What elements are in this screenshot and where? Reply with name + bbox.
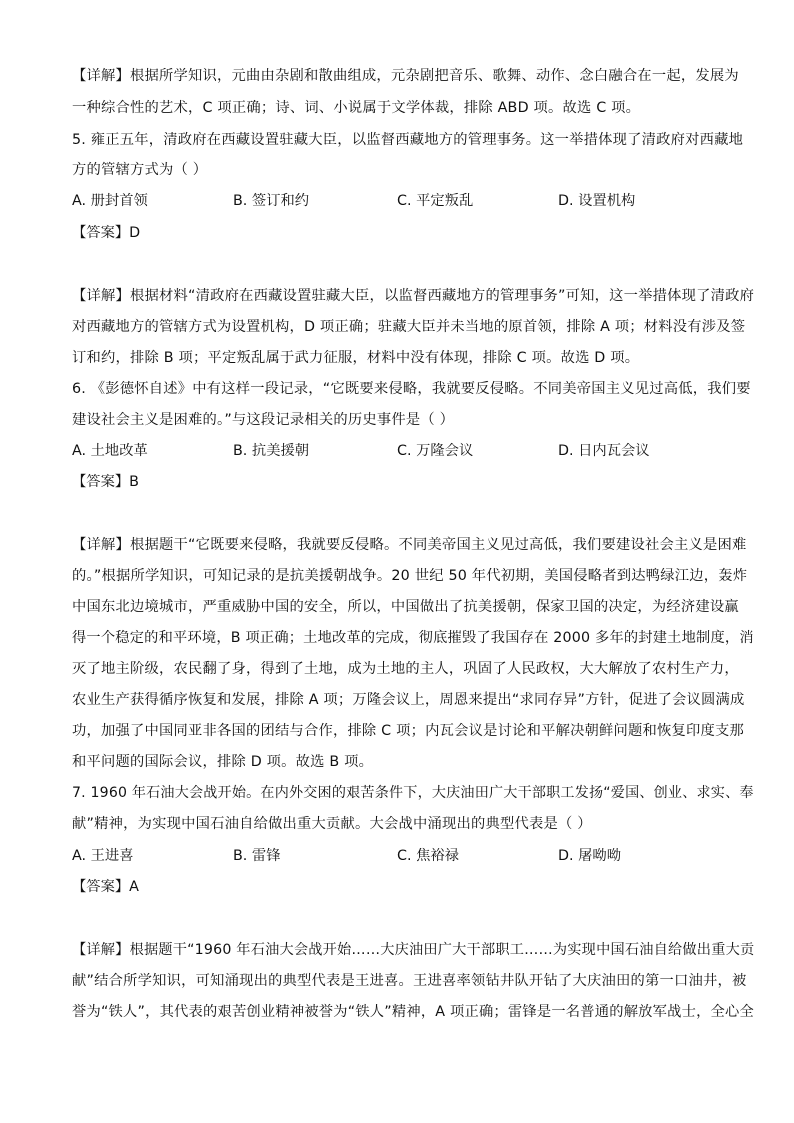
explanation-q6-line-8: 和平问题的国际会议，排除 D 项。故选 B 项。: [72, 754, 374, 770]
question-6-line-1: 6. 《彭德怀自述》中有这样一段记录，“它既要来侵略，我就要反侵略。不同美帝国主义见过高低，我们要: [72, 381, 751, 397]
q7-option-b: B. 雷锋: [233, 848, 281, 864]
q5-option-b: B. 签订和约: [233, 193, 310, 209]
answer-q7: 【答案】A: [72, 879, 139, 895]
q6-option-c: C. 万隆会议: [397, 443, 474, 459]
explanation-q5-line-1: 【详解】根据材料“清政府在西藏设置驻藏大臣，以监督西藏地方的管理事务”可知，这一举措体现了清政府: [72, 288, 755, 304]
q6-option-a: A. 土地改革: [72, 443, 148, 459]
q6-option-b: B. 抗美援朝: [233, 443, 310, 459]
question-5-line-1: 5. 雍正五年，清政府在西藏设置驻藏大臣，以监督西藏地方的管理事务。这一举措体现了清政府对西藏地: [72, 132, 744, 148]
answer-q6: 【答案】B: [72, 474, 139, 490]
q5-option-c: C. 平定叛乱: [397, 193, 474, 209]
explanation-q6-line-1: 【详解】根据题干“它既要来侵略，我就要反侵略。不同美帝国主义见过高低，我们要建设社会主义是困难: [72, 537, 747, 553]
q5-option-a: A. 册封首领: [72, 193, 148, 209]
q6-option-d: D. 日内瓦会议: [558, 443, 650, 459]
explanation-q6-line-3: 中国东北边境城市，严重威胁中国的安全，所以，中国做出了抗美援朝，保家卫国的决定，为经济建设赢: [72, 599, 739, 615]
explanation-q7-line-1: 【详解】根据题干“1960 年石油大会战开始……大庆油田广大干部职工……为实现中国石油自给做出重大贡: [72, 942, 755, 958]
explanation-q6-line-5: 灭了地主阶级，农民翻了身，得到了土地，成为土地的主人，巩固了人民政权，大大解放了农村生产力，: [72, 661, 739, 677]
q7-option-a: A. 王进喜: [72, 848, 134, 864]
explanation-q7-line-2: 献”结合所学知识，可知涌现出的典型代表是王进喜。王进喜率领钻井队开钻了大庆油田的第一口油井，被: [72, 973, 747, 989]
explanation-q4-line-1: 【详解】根据所学知识，元曲由杂剧和散曲组成，元杂剧把音乐、歌舞、动作、念白融合在一起，发展为: [72, 68, 739, 84]
question-7-line-1: 7. 1960 年石油大会战开始。在内外交困的艰苦条件下，大庆油田广大干部职工发扬“爱国、创业、求实、奉: [72, 785, 754, 801]
explanation-q5-line-3: 订和约，排除 B 项；平定叛乱属于武力征服，材料中没有体现，排除 C 项。故选 D 项。: [72, 350, 640, 366]
q7-option-d: D. 屠呦呦: [558, 848, 621, 864]
question-6-line-2: 建设社会主义是困难的。”与这段记录相关的历史事件是（ ）: [72, 412, 455, 428]
explanation-q5-line-2: 对西藏地方的管辖方式为设置机构，D 项正确；驻藏大臣并未当地的原首领，排除 A 项；材料没有涉及签: [72, 319, 746, 335]
q5-option-d: D. 设置机构: [558, 193, 636, 209]
explanation-q6-line-4: 得一个稳定的和平环境，B 项正确；土地改革的完成，彻底摧毁了我国存在 2000 多年的封建土地制度，消: [72, 630, 754, 646]
question-5-line-2: 方的管辖方式为（ ）: [72, 162, 208, 178]
explanation-q6-line-2: 的。”根据所学知识，可知记录的是抗美援朝战争。20 世纪 50 年代初期，美国侵略者到达鸭绿江边，轰炸: [72, 568, 748, 584]
explanation-q6-line-7: 功，加强了中国同亚非各国的团结与合作，排除 C 项；内瓦会议是讨论和平解决朝鲜问题和恢复印度支那: [72, 723, 745, 739]
q7-option-c: C. 焦裕禄: [397, 848, 459, 864]
explanation-q7-line-3: 誉为“铁人”，其代表的艰苦创业精神被誉为“铁人”精神，A 项正确；雷锋是一名普通的解放军战士，全心全: [72, 1004, 754, 1020]
question-7-line-2: 献”精神，为实现中国石油自给做出重大贡献。大会战中涌现出的典型代表是（ ）: [72, 816, 592, 832]
explanation-q6-line-6: 农业生产获得循序恢复和发展，排除 A 项；万隆会议上，周恩来提出“求同存异”方针，促进了会议圆满成: [72, 692, 745, 708]
explanation-q4-line-2: 一种综合性的艺术，C 项正确；诗、词、小说属于文学体裁，排除 ABD 项。故选 C 项。: [72, 100, 641, 116]
answer-q5: 【答案】D: [72, 225, 141, 241]
